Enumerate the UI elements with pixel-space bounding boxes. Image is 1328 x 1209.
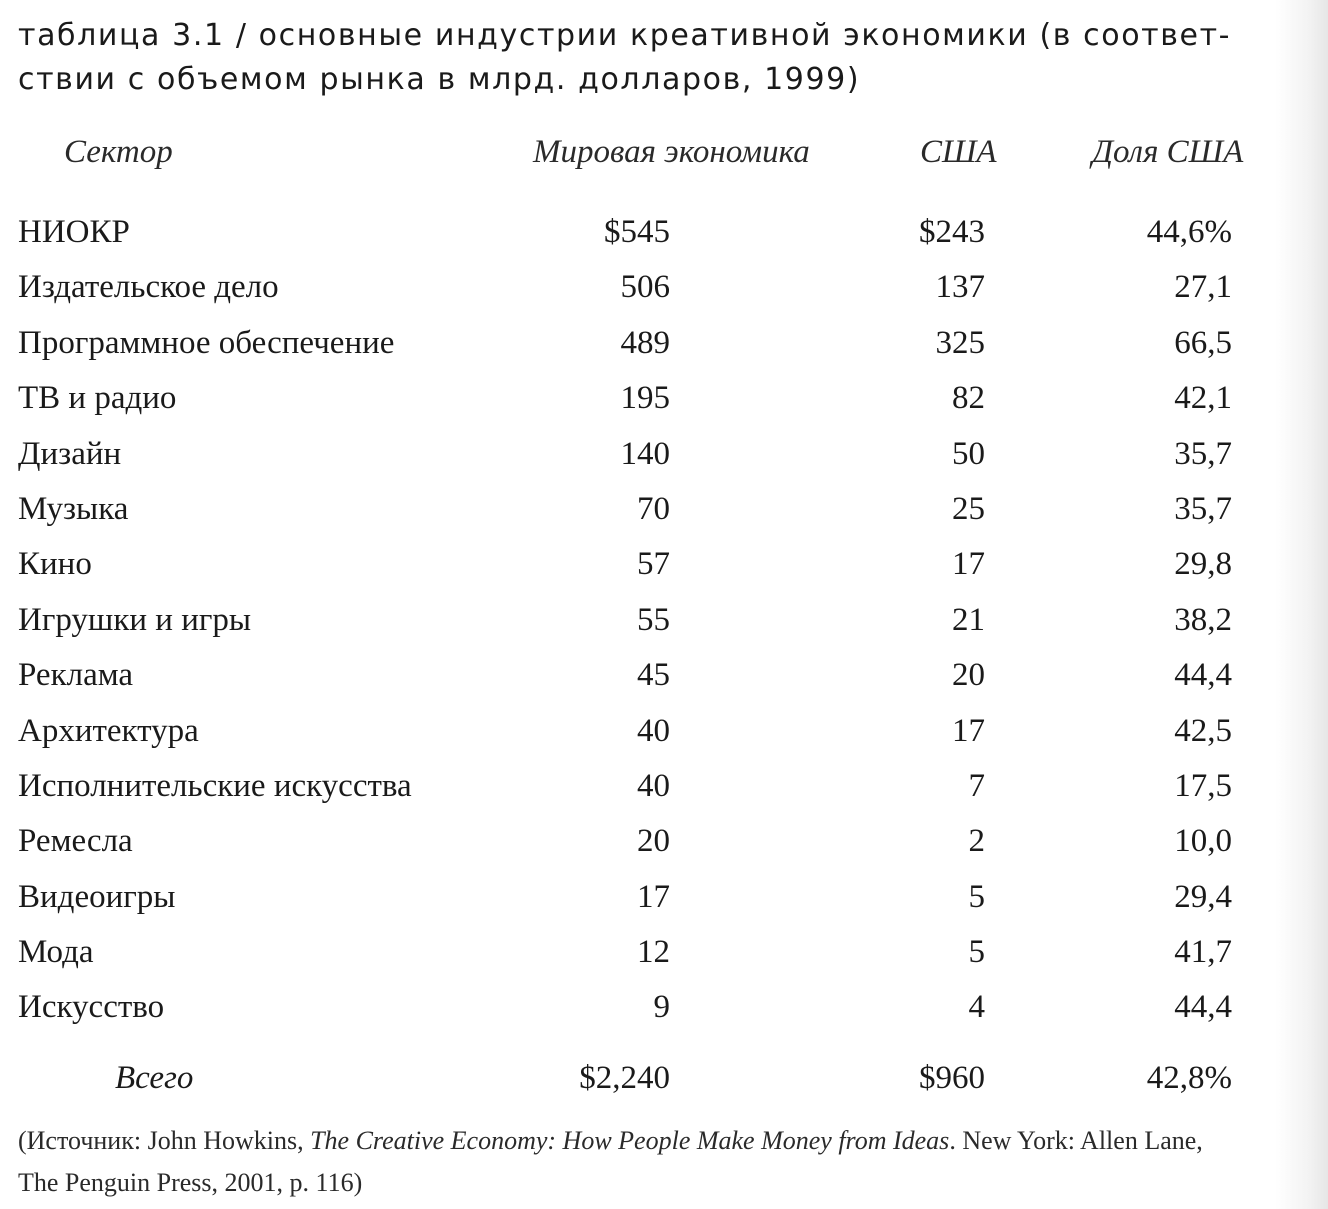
row-sector: ТВ и радио	[18, 380, 177, 417]
table-row	[0, 428, 1328, 483]
row-usa-share: 66,5	[1174, 324, 1232, 361]
row-usa-value: 17	[952, 712, 985, 749]
column-header-usa: США	[920, 134, 997, 170]
source-note-line-1	[18, 1120, 1318, 1162]
row-usa-value: $243	[919, 214, 985, 250]
row-world-value: 9	[653, 989, 670, 1026]
row-usa-share: 41,7	[1174, 934, 1232, 971]
row-usa-value: 5	[968, 878, 985, 915]
total-usa-share: 42,8%	[1146, 1060, 1232, 1096]
source-suffix: . New York: Allen Lane,	[949, 1126, 1203, 1155]
row-world-value: 70	[637, 490, 670, 527]
row-usa-share: 44,4	[1174, 657, 1232, 694]
row-usa-value: 5	[968, 934, 985, 971]
table-row	[0, 981, 1328, 1036]
row-sector: Программное обеспечение	[18, 324, 395, 361]
total-world-value: $2,240	[579, 1060, 670, 1096]
row-sector: Дизайн	[18, 435, 122, 472]
row-world-value: 12	[637, 934, 670, 971]
table-row	[0, 871, 1328, 926]
row-usa-value: 50	[952, 435, 985, 472]
source-prefix: (Источник: John Howkins,	[18, 1126, 311, 1155]
row-usa-value: 17	[952, 546, 985, 583]
row-world-value: 195	[620, 380, 670, 417]
row-usa-share: 17,5	[1174, 767, 1232, 804]
row-usa-share: 44,6%	[1146, 214, 1232, 250]
row-world-value: 140	[620, 435, 670, 472]
row-sector: Музыка	[18, 490, 129, 527]
table-row	[0, 483, 1328, 538]
row-usa-value: 82	[952, 380, 985, 417]
row-sector: Архитектура	[18, 712, 199, 749]
row-sector: Исполнительские искусства	[18, 767, 412, 804]
table-row	[0, 815, 1328, 870]
row-sector: НИОКР	[18, 214, 130, 250]
total-usa-value: $960	[919, 1060, 985, 1096]
row-sector: Искусство	[18, 989, 165, 1026]
table-caption	[18, 14, 1308, 102]
row-usa-share: 38,2	[1174, 601, 1232, 638]
column-header-sector: Сектор	[64, 134, 173, 170]
table-row	[0, 372, 1328, 427]
row-world-value: 40	[637, 767, 670, 804]
row-world-value: $545	[604, 214, 670, 250]
row-sector: Игрушки и игры	[18, 601, 252, 638]
row-usa-share: 42,1	[1174, 380, 1232, 417]
table-body	[0, 206, 1328, 1037]
row-usa-value: 4	[968, 989, 985, 1026]
table-row	[0, 926, 1328, 981]
row-world-value: 40	[637, 712, 670, 749]
row-usa-share: 42,5	[1174, 712, 1232, 749]
row-usa-share: 29,8	[1174, 546, 1232, 583]
row-usa-value: 137	[935, 269, 985, 306]
row-sector: Издательское дело	[18, 269, 279, 306]
row-world-value: 489	[620, 324, 670, 361]
row-world-value: 57	[637, 546, 670, 583]
table-total-row	[0, 1052, 1328, 1104]
column-header-world-economy: Мировая экономика	[533, 134, 810, 170]
row-usa-share: 35,7	[1174, 435, 1232, 472]
table-caption-line-1: таблица 3.1 / основные индустрии креативной экономики (в соответ-	[18, 18, 1232, 53]
row-world-value: 17	[637, 878, 670, 915]
row-sector: Мода	[18, 934, 94, 971]
row-usa-share: 29,4	[1174, 878, 1232, 915]
row-world-value: 20	[637, 823, 670, 860]
table-row	[0, 760, 1328, 815]
row-usa-value: 20	[952, 657, 985, 694]
table-row	[0, 317, 1328, 372]
row-usa-value: 25	[952, 490, 985, 527]
row-usa-value: 2	[968, 823, 985, 860]
column-header-usa-share: Доля США	[1092, 134, 1244, 170]
row-sector: Ремесла	[18, 823, 133, 860]
row-usa-value: 325	[935, 324, 985, 361]
total-label: Всего	[115, 1060, 194, 1096]
row-usa-value: 21	[952, 601, 985, 638]
table-row	[0, 538, 1328, 593]
row-usa-share: 10,0	[1174, 823, 1232, 860]
row-usa-value: 7	[968, 767, 985, 804]
row-usa-share: 44,4	[1174, 989, 1232, 1026]
row-world-value: 55	[637, 601, 670, 638]
table-row	[0, 206, 1328, 261]
table-caption-line-2: ствии с объемом рынка в млрд. долларов, 1999)	[18, 62, 861, 97]
source-note	[18, 1120, 1318, 1204]
source-book-title: The Creative Economy: How People Make Money from Ideas	[310, 1126, 950, 1155]
row-usa-share: 27,1	[1174, 269, 1232, 306]
row-sector: Видеоигры	[18, 878, 176, 915]
source-note-line-2: The Penguin Press, 2001, p. 116)	[18, 1168, 363, 1197]
table-row	[0, 594, 1328, 649]
row-sector: Реклама	[18, 657, 134, 694]
table-row	[0, 705, 1328, 760]
row-sector: Кино	[18, 546, 92, 583]
row-usa-share: 35,7	[1174, 490, 1232, 527]
table-row	[0, 649, 1328, 704]
row-world-value: 506	[620, 269, 670, 306]
row-world-value: 45	[637, 657, 670, 694]
table-row	[0, 261, 1328, 316]
